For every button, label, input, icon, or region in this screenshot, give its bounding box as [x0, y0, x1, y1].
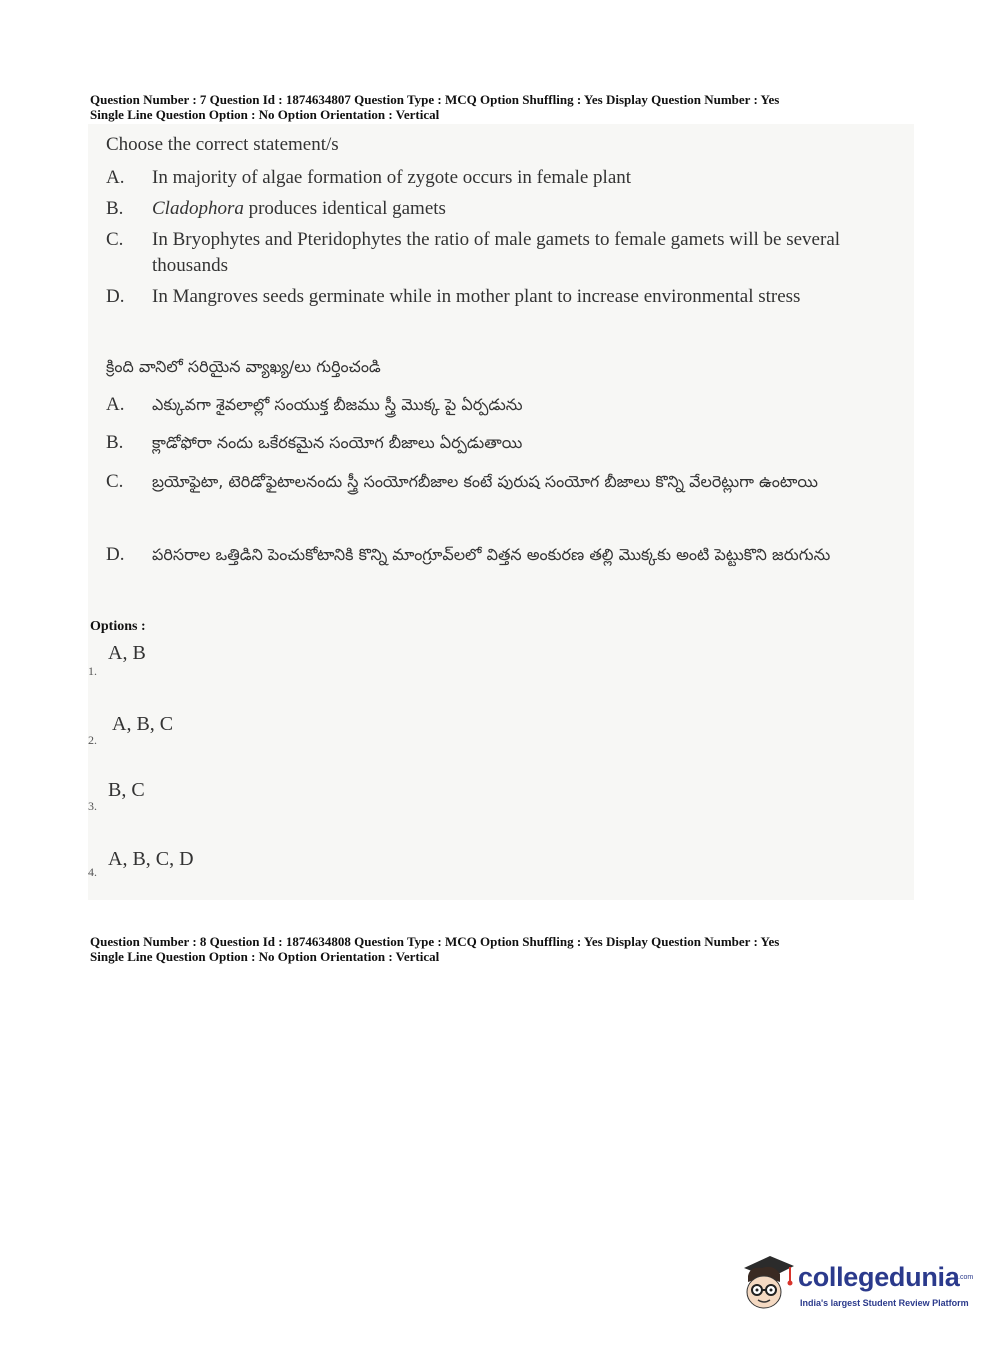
statement-italic-term: Cladophora	[152, 198, 244, 219]
statement-te-d	[106, 538, 831, 572]
statement-text: ఎక్కువగా శైవలాల్లో సంయుక్త బీజము స్త్రీ మొక్క పై ఏర్పడును	[152, 395, 523, 414]
option-value: A, B, C, D	[108, 848, 194, 870]
statement-en-c	[106, 227, 841, 276]
question-8-meta-line2: Single Line Question Option : No Option Orientation : Vertical	[90, 949, 440, 964]
statement-letter: C.	[106, 229, 124, 250]
question-8-meta-line1: Question Number : 8 Question Id : 1874634808 Question Type : MCQ Option Shuffling : Yes Display Question Number : Yes	[90, 934, 780, 949]
statement-en-d	[106, 284, 801, 310]
statement-te-c	[106, 465, 818, 499]
statement-te-b	[106, 426, 523, 460]
prompt-te-text: క్రింది వానిలో సరియైన వ్యాఖ్య/లు గుర్తించండి	[106, 357, 381, 376]
statement-letter: C.	[106, 471, 124, 492]
statement-letter: A.	[106, 394, 125, 415]
option-number: 3.	[88, 799, 97, 813]
option-value: A, B, C	[112, 713, 174, 735]
logo-wordmark: collegedunia	[798, 1262, 960, 1292]
collegedunia-logo	[740, 1248, 974, 1320]
question-prompt-en	[106, 132, 339, 158]
option-value: B, C	[108, 779, 145, 801]
option-number: 1.	[88, 664, 97, 678]
option-number: 4.	[88, 865, 97, 879]
logo-domain-suffix: .com	[958, 1274, 974, 1281]
statement-letter: B.	[106, 198, 124, 219]
statement-text: In Bryophytes and Pteridophytes the ratio of male gamets to female gamets will be several thousands	[152, 229, 841, 276]
statement-letter: D.	[106, 544, 125, 565]
statement-letter: D.	[106, 286, 125, 307]
question-7-meta-line2: Single Line Question Option : No Option Orientation : Vertical	[90, 107, 440, 122]
option-number: 2.	[88, 733, 97, 747]
statement-en-b	[106, 196, 446, 222]
prompt-en-text: Choose the correct statement/s	[106, 134, 339, 155]
statement-text: క్లాడోఫోరా నందు ఒకేరకమైన సంయోగ బీజాలు ఏర్పడుతాయి	[152, 433, 523, 452]
statement-text: In Mangroves seeds germinate while in mother plant to increase environmental stress	[152, 286, 801, 307]
statement-text: produces identical gamets	[243, 198, 446, 219]
statement-letter: A.	[106, 167, 125, 188]
question-prompt-te	[106, 350, 381, 384]
statement-en-a	[106, 165, 632, 191]
statement-text: బ్రయోఫైటా, టెరిడోఫైటాలనందు స్త్రీ సంయోగబీజాల కంటే పురుష సంయోగ బీజాలు కొన్ని వేలరెట్లుగా ఉంటాయి	[152, 472, 818, 491]
mascot-icon	[740, 1252, 796, 1312]
statement-text: In majority of algae formation of zygote occurs in female plant	[152, 167, 632, 188]
question-7-meta-line1: Question Number : 7 Question Id : 1874634807 Question Type : MCQ Option Shuffling : Yes Display Question Number : Yes	[90, 92, 780, 107]
statement-te-a	[106, 388, 523, 422]
option-value: A, B	[108, 642, 146, 664]
question-8-header	[90, 934, 890, 964]
statement-letter: B.	[106, 432, 124, 453]
question-7-header	[90, 92, 890, 122]
logo-tagline: India's largest Student Review Platform	[800, 1298, 969, 1308]
options-title: Options :	[90, 619, 146, 634]
statement-text: పరిసరాల ఒత్తిడిని పెంచుకోటానికి కొన్ని మాంగ్రూవ్‌లలో విత్తన అంకురణ తల్లి మొక్కకు అంటి పెట్టుకొని జరుగును	[152, 545, 831, 564]
